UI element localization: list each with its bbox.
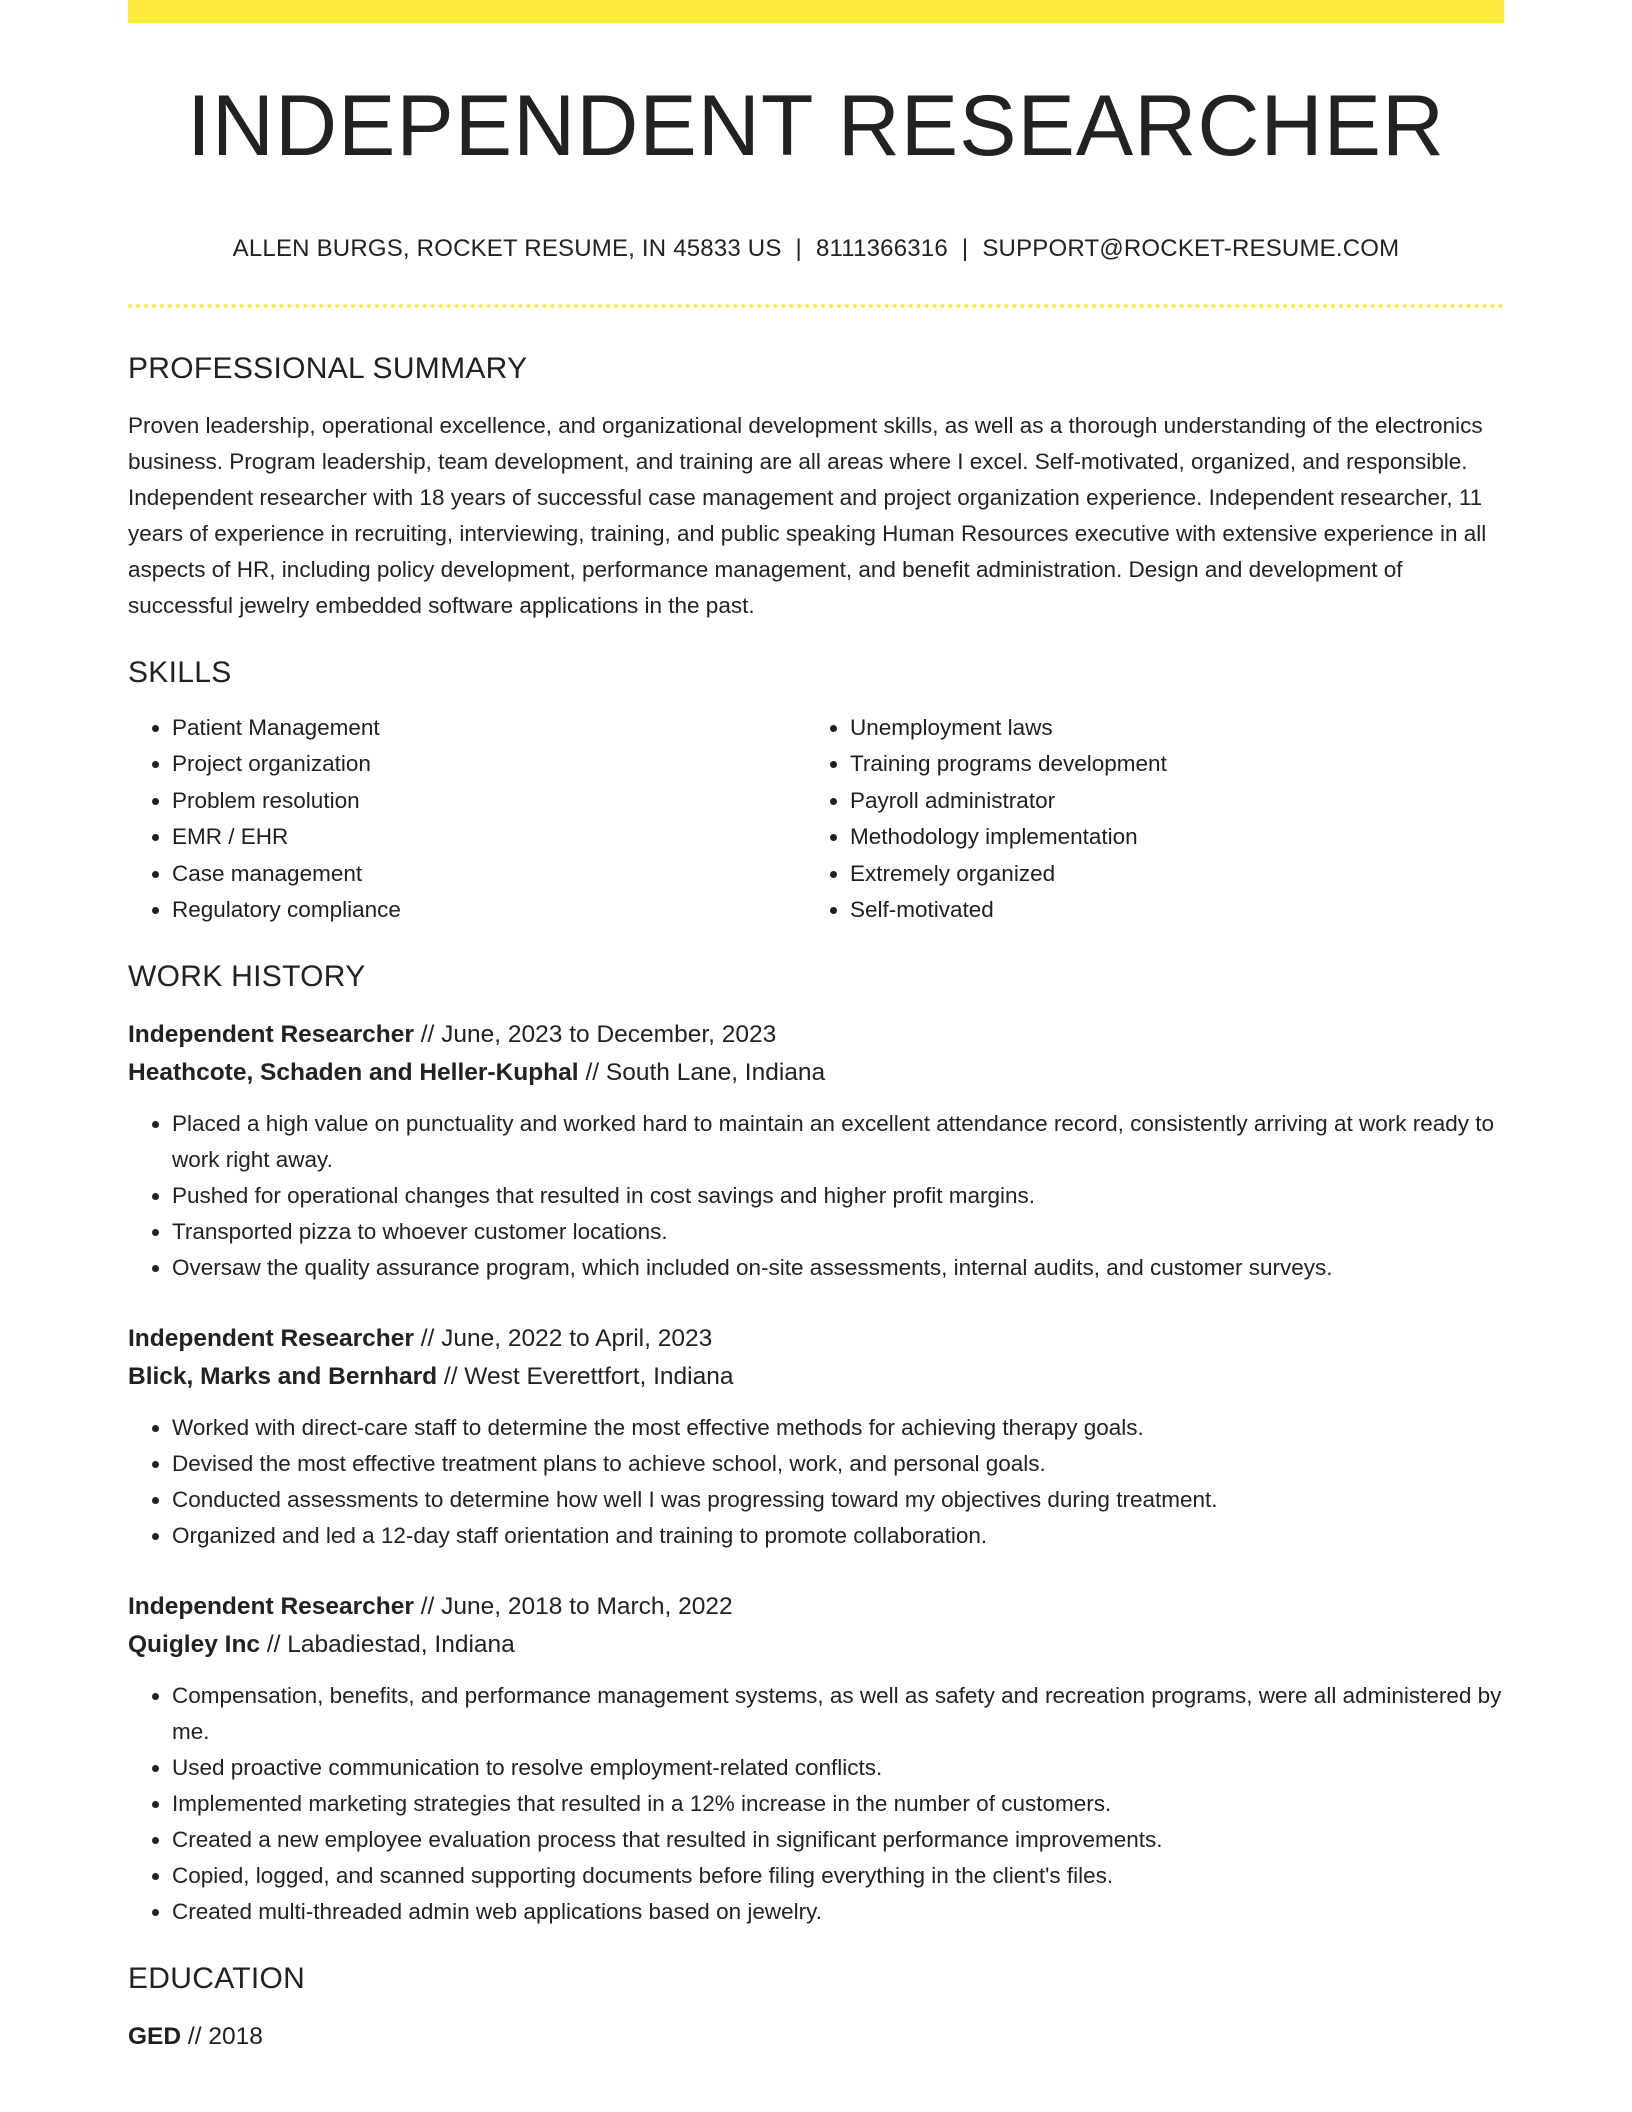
contact-separator: | <box>961 235 969 262</box>
job-bullet: • Created multi-threaded admin web applications based on jewelry. <box>172 1894 1504 1930</box>
skill-item: • Self-motivated <box>850 892 1484 928</box>
resume-page <box>128 0 1504 2056</box>
job-title-line <box>128 1588 1504 1626</box>
contact-address: ALLEN BURGS, ROCKET RESUME, IN 45833 US <box>232 235 782 262</box>
job-title: Independent Researcher <box>128 1325 414 1353</box>
job-company: Blick, Marks and Bernhard <box>128 1363 438 1391</box>
work-history-heading: WORK HISTORY <box>128 960 366 994</box>
skills-column-left <box>128 710 806 928</box>
job-bullet: • Transported pizza to whoever customer locations. <box>172 1214 1504 1250</box>
job-dates: // June, 2018 to March, 2022 <box>420 1593 733 1621</box>
job-dates: // June, 2022 to April, 2023 <box>420 1325 713 1353</box>
skill-item: • Problem resolution <box>172 783 806 819</box>
contact-line <box>128 235 1504 263</box>
contact-separator: | <box>795 235 802 262</box>
job-company: Quigley Inc <box>128 1631 261 1659</box>
skill-item: • Training programs development <box>850 746 1484 782</box>
job-title: Independent Researcher <box>128 1593 414 1621</box>
job-entry <box>128 1320 1504 1554</box>
job-bullet: • Used proactive communication to resolve employment-related conflicts. <box>172 1750 1504 1786</box>
job-entry <box>128 1588 1504 1930</box>
skill-item: • Patient Management <box>172 710 806 746</box>
job-location: // South Lane, Indiana <box>585 1059 826 1087</box>
education-year: // 2018 <box>187 2023 263 2051</box>
skill-item: • Extremely organized <box>850 856 1484 892</box>
job-bullet: • Oversaw the quality assurance program, which included on-site assessments, internal audits, and customer surveys. <box>172 1250 1504 1286</box>
skill-item: • Unemployment laws <box>850 710 1484 746</box>
job-location: // Labadiestad, Indiana <box>266 1631 515 1659</box>
job-title: Independent Researcher <box>128 1021 414 1049</box>
contact-phone: 8111366316 <box>815 235 948 262</box>
job-bullet: • Devised the most effective treatment plans to achieve school, work, and personal goals. <box>172 1446 1504 1482</box>
job-bullet: • Worked with direct-care staff to determine the most effective methods for achieving therapy goals. <box>172 1410 1504 1446</box>
skill-item: • EMR / EHR <box>172 819 806 855</box>
job-title-line <box>128 1320 1504 1358</box>
skill-item: • Methodology implementation <box>850 819 1484 855</box>
job-bullet: • Implemented marketing strategies that resulted in a 12% increase in the number of customers. <box>172 1786 1504 1822</box>
skill-item: • Case management <box>172 856 806 892</box>
job-dates: // June, 2023 to December, 2023 <box>420 1021 777 1049</box>
job-entry <box>128 1016 1504 1286</box>
resume-title: INDEPENDENT RESEARCHER <box>186 78 1446 174</box>
job-bullets <box>128 1106 1504 1286</box>
job-company-line <box>128 1626 1504 1664</box>
job-location: // West Everettfort, Indiana <box>443 1363 734 1391</box>
job-company-line <box>128 1358 1504 1396</box>
dotted-divider <box>128 304 1504 308</box>
job-bullets <box>128 1678 1504 1930</box>
job-bullet: • Pushed for operational changes that resulted in cost savings and higher profit margins. <box>172 1178 1504 1214</box>
skill-item: • Project organization <box>172 746 806 782</box>
job-company-line <box>128 1054 1504 1092</box>
job-bullet: • Compensation, benefits, and performance management systems, as well as safety and recreation programs, were all administered by me. <box>172 1678 1504 1750</box>
job-bullet: • Placed a high value on punctuality and worked hard to maintain an excellent attendance record, consistently arriving at work ready to work right away. <box>172 1106 1504 1178</box>
work-history-list <box>128 1016 1504 1930</box>
job-bullet: • Organized and led a 12-day staff orientation and training to promote collaboration. <box>172 1518 1504 1554</box>
job-bullet: • Conducted assessments to determine how well I was progressing toward my objectives during treatment. <box>172 1482 1504 1518</box>
job-company: Heathcote, Schaden and Heller-Kuphal <box>128 1059 579 1087</box>
education-heading: EDUCATION <box>128 1962 306 1996</box>
education-entry <box>128 2018 1504 2056</box>
skills-column-right <box>806 710 1484 928</box>
job-title-line <box>128 1016 1504 1054</box>
skills-list <box>128 710 1504 928</box>
job-bullet: • Created a new employee evaluation process that resulted in significant performance improvements. <box>172 1822 1504 1858</box>
job-bullet: • Copied, logged, and scanned supporting documents before filing everything in the client's files. <box>172 1858 1504 1894</box>
job-bullets <box>128 1410 1504 1554</box>
skills-heading: SKILLS <box>128 656 232 689</box>
contact-email: SUPPORT@ROCKET-RESUME.COM <box>982 235 1400 262</box>
summary-heading: PROFESSIONAL SUMMARY <box>128 352 528 385</box>
education-degree: GED <box>128 2023 182 2051</box>
skill-item: • Regulatory compliance <box>172 892 806 928</box>
accent-top-bar <box>128 0 1504 23</box>
summary-text: Proven leadership, operational excellence, and organizational development skills, as well as a thorough understanding of the electronics business. Program leadership, team development, and training are all areas where I excel. Self-motivated, organized, and responsible. Independent researcher with 18 years of successful case management and project organization experience. Independent researcher, 11 years of experience in recruiting, interviewing, training, and public speaking Human Resources executive with extensive experience in all aspects of HR, including policy development, performance management, and benefit administration. Design and development of successful jewelry embedded software applications in the past. <box>128 413 1487 618</box>
skill-item: • Payroll administrator <box>850 783 1484 819</box>
